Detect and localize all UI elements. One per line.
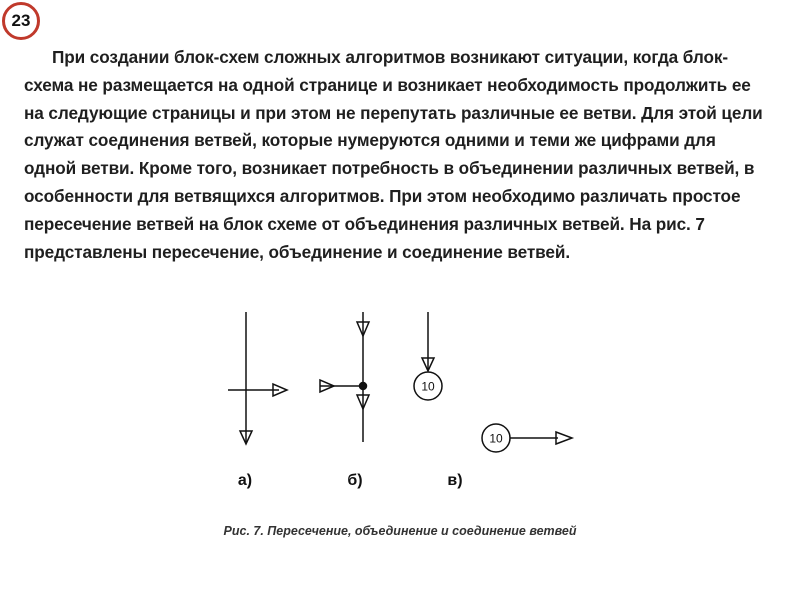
union-diagram bbox=[320, 312, 369, 442]
label-c: в) bbox=[447, 472, 463, 489]
connector-number-top: 10 bbox=[421, 379, 435, 394]
slide-number: 23 bbox=[11, 11, 31, 30]
figure-diagram bbox=[0, 300, 800, 500]
slide-number-badge bbox=[2, 2, 40, 40]
connector-number-bottom: 10 bbox=[489, 431, 503, 446]
label-a: а) bbox=[237, 472, 253, 489]
intersection-diagram bbox=[228, 312, 287, 444]
body-paragraph: При создании блок-схем сложных алгоритмов возникают ситуации, когда блок-схема не размещается на одной странице и возникает необходимость продолжить ее на следующие страницы и при этом не перепутать различные ее ветви. Для этой цели служат соединения ветвей, которые нумеруются одними и теми же цифрами для одной ветви. Кроме того, возникает потребность в объединении различных ветвей, в особенности для ветвящихся алгоритмов. При этом необходимо различать простое пересечение ветвей на блок схеме от объединения различных ветвей. На рис. 7 представлены пересечение, объединение и соединение ветвей. bbox=[24, 47, 763, 262]
arrow-right-icon bbox=[556, 432, 572, 444]
figure-caption: Рис. 7. Пересечение, объединение и соединение ветвей bbox=[223, 524, 577, 538]
label-b: б) bbox=[347, 472, 363, 489]
junction-point bbox=[360, 383, 367, 390]
